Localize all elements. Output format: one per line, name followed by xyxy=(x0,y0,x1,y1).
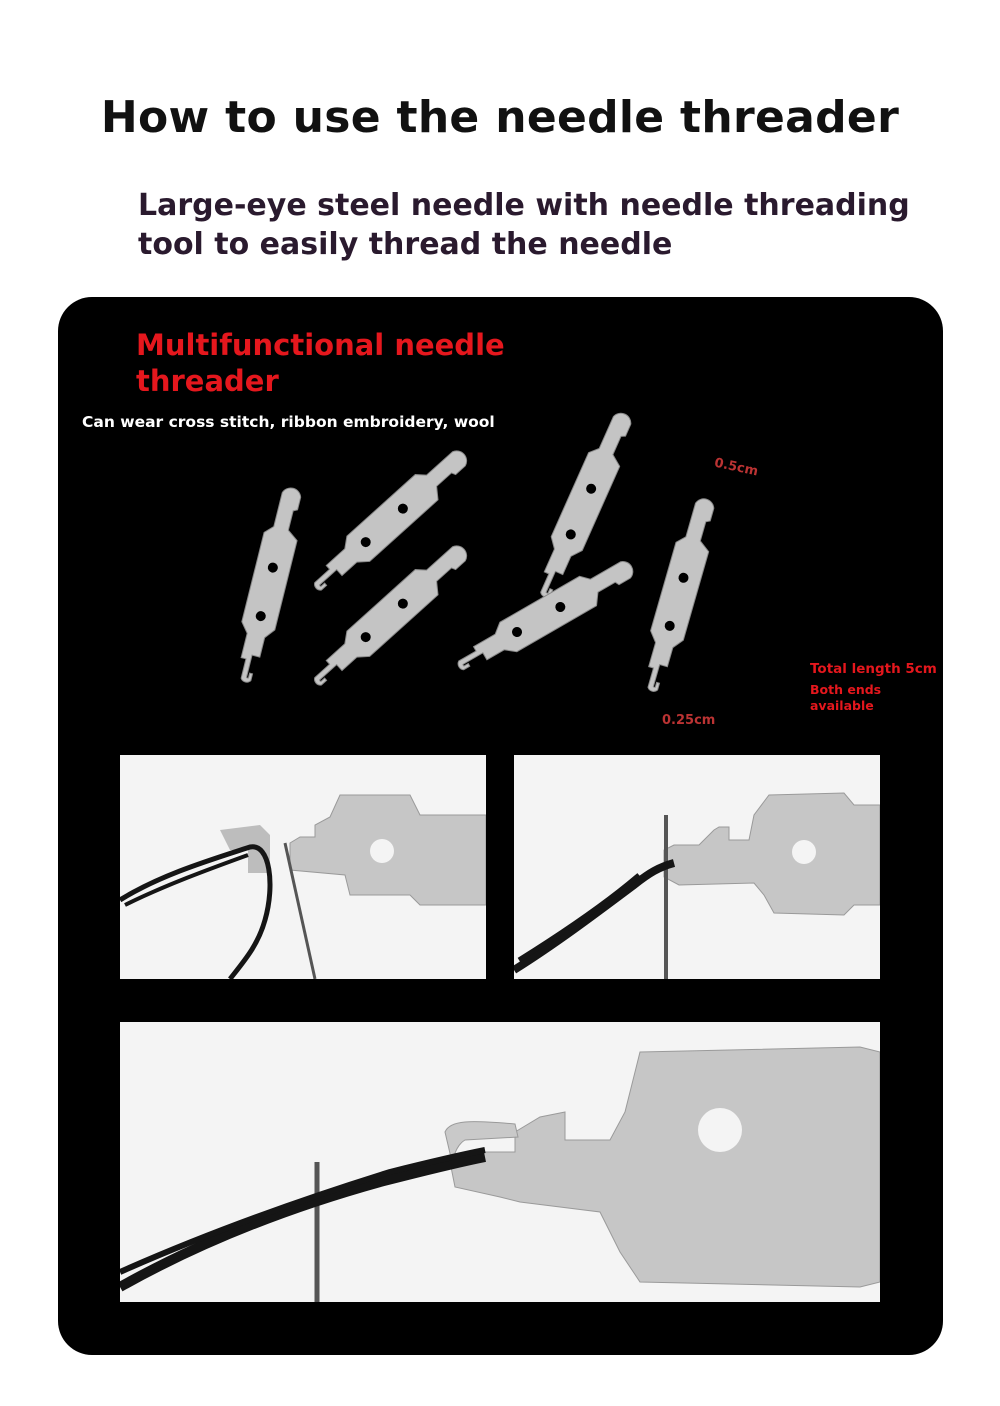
spec-block xyxy=(810,661,937,714)
page-subtitle: Large-eye steel needle with needle threading tool to easily thread the needle xyxy=(138,188,910,262)
dimension-top-label: 0.5cm xyxy=(712,455,760,480)
step-photo-1 xyxy=(120,755,486,979)
step-photo-3 xyxy=(120,1022,880,1302)
total-length-label: Total length 5cm xyxy=(810,661,937,677)
page-title: How to use the needle threader xyxy=(100,92,900,143)
step-photo-2 xyxy=(514,755,880,979)
both-ends-label: Both ends available xyxy=(810,682,882,713)
product-panel xyxy=(58,297,943,1355)
dimension-bottom-label: 0.25cm xyxy=(662,713,716,728)
panel-subtitle: Can wear cross stitch, ribbon embroidery, wool xyxy=(82,413,495,431)
panel-title: Multifunctional needle threader xyxy=(136,328,505,398)
